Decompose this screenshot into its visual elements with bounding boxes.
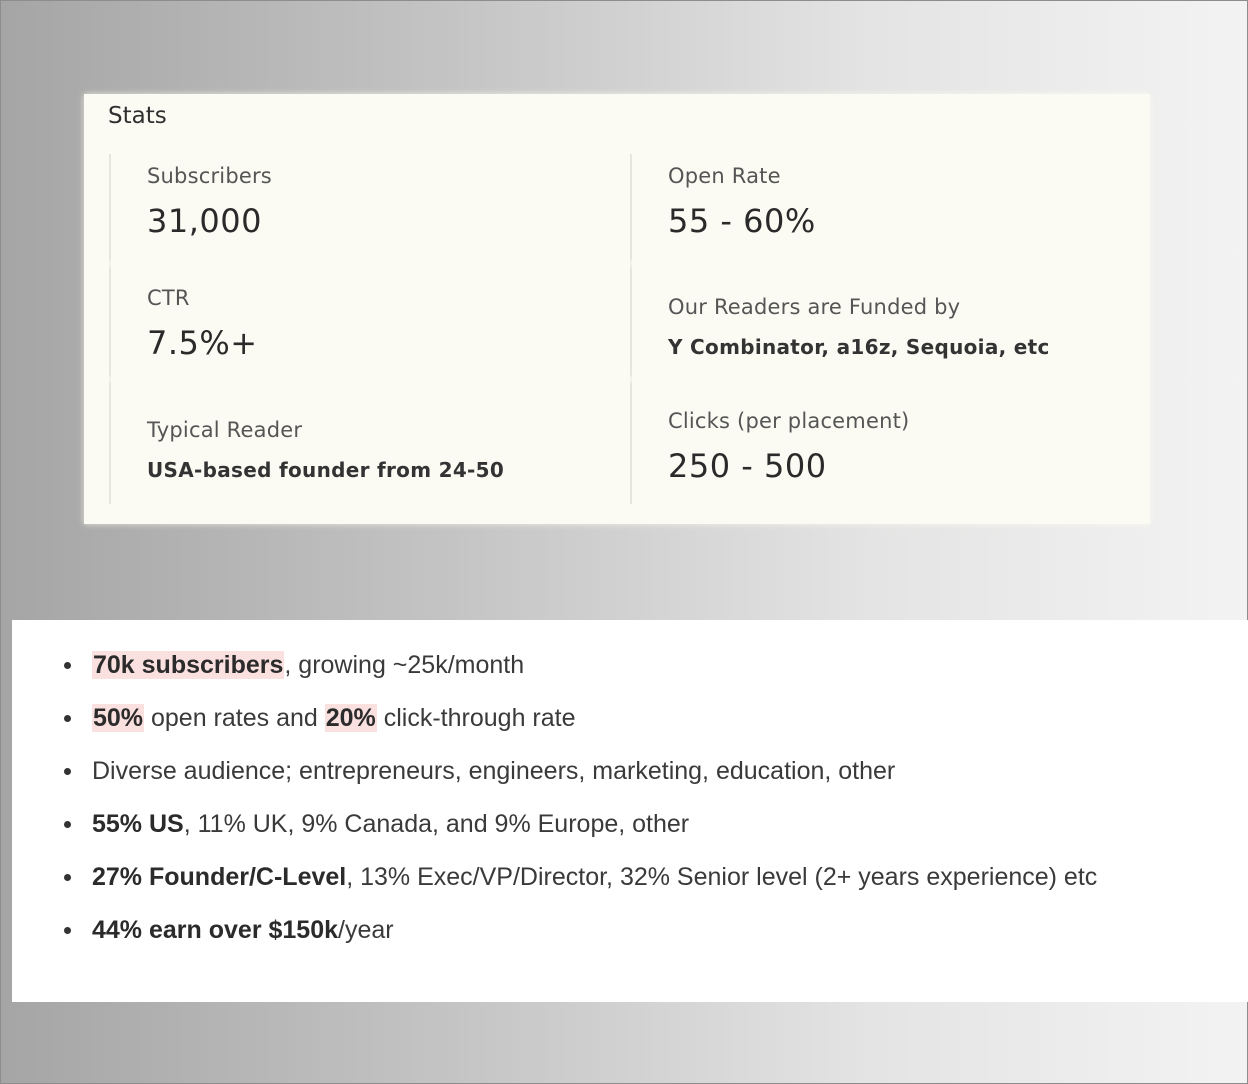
stat-value: 7.5%+ — [147, 324, 258, 362]
bold-text: 44% earn over $150k — [92, 916, 339, 944]
column-divider — [109, 154, 111, 504]
bullet-dot-icon — [64, 662, 71, 669]
stat-typical-reader — [147, 418, 504, 482]
stat-funded-by — [668, 295, 1050, 359]
bullet-dot-icon — [64, 874, 71, 881]
bullet-list — [60, 644, 1097, 962]
list-item-text: open rates and — [144, 704, 325, 732]
bullet-dot-icon — [64, 715, 71, 722]
stat-subscribers — [147, 164, 272, 240]
bold-text: 55% US — [92, 810, 184, 838]
stat-value: 55 - 60% — [668, 202, 816, 240]
stat-value: 31,000 — [147, 202, 262, 240]
stat-label: Open Rate — [668, 164, 781, 188]
stat-label: Our Readers are Funded by — [668, 295, 961, 319]
bullet-dot-icon — [64, 927, 71, 934]
stats-card — [84, 94, 1150, 524]
bold-text: 27% Founder/C-Level — [92, 863, 347, 891]
stat-open-rate — [668, 164, 816, 240]
stat-label: Subscribers — [147, 164, 272, 188]
stats-heading: Stats — [108, 103, 167, 129]
stat-label: Typical Reader — [147, 418, 303, 442]
stats-column-left — [109, 154, 625, 566]
list-item — [60, 644, 1097, 697]
list-item — [60, 750, 1097, 803]
column-divider — [630, 154, 632, 504]
stat-ctr — [147, 286, 258, 362]
stat-value: 250 - 500 — [668, 447, 827, 485]
highlighted-text: 20% — [325, 704, 376, 732]
stats-column-right — [630, 154, 1146, 566]
list-item — [60, 856, 1097, 909]
list-item-text: Diverse audience; entrepreneurs, engineers, marketing, education, other — [92, 757, 896, 785]
stat-label: Clicks (per placement) — [668, 409, 910, 433]
bullet-dot-icon — [64, 768, 71, 775]
highlighted-text: 50% — [93, 704, 144, 732]
stat-clicks — [668, 409, 909, 485]
audience-list-card — [12, 620, 1248, 1002]
stat-value: Y Combinator, a16z, Sequoia, etc — [668, 335, 1050, 359]
list-item-text: click-through rate — [376, 704, 576, 732]
list-item-text: /year — [338, 916, 394, 944]
stat-label: CTR — [147, 286, 190, 310]
list-item — [60, 909, 1097, 962]
bullet-dot-icon — [64, 821, 71, 828]
list-item — [60, 697, 1097, 750]
highlighted-text: 70k subscribers — [93, 651, 284, 679]
list-item-text: , 13% Exec/VP/Director, 32% Senior level (2+ years experience) etc — [346, 863, 1098, 891]
stat-value: USA-based founder from 24-50 — [147, 458, 505, 482]
list-item — [60, 803, 1097, 856]
list-item-text: , growing ~25k/month — [284, 651, 525, 679]
list-item-text: , 11% UK, 9% Canada, and 9% Europe, other — [183, 810, 690, 838]
